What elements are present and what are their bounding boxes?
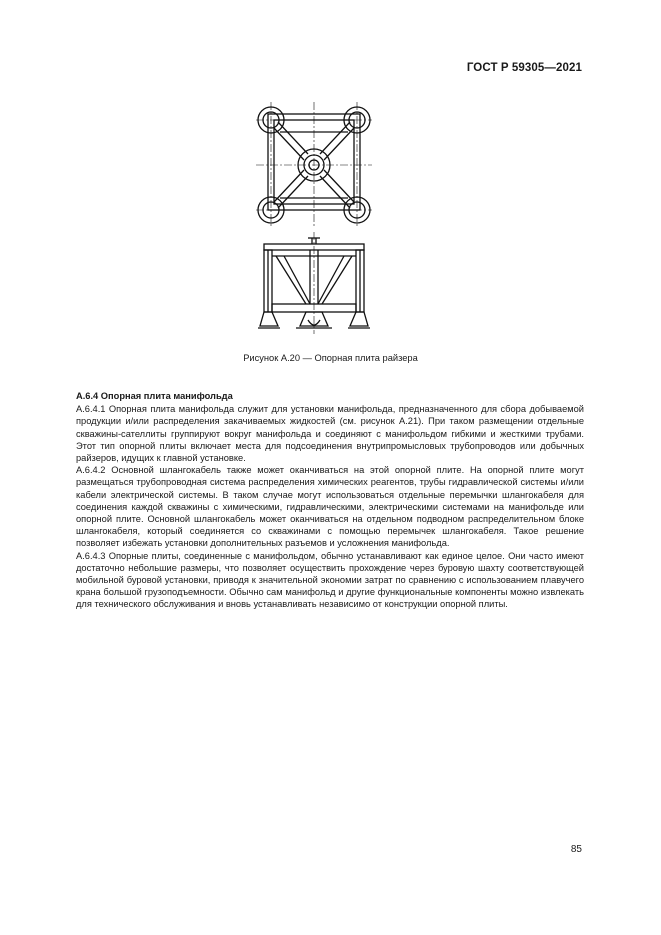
riser-base-plate-drawing	[250, 98, 380, 338]
section-heading: А.6.4 Опорная плита манифольда	[76, 391, 233, 401]
figure-caption: Рисунок А.20 — Опорная плита райзера	[243, 353, 418, 363]
paragraph: А.6.4.1 Опорная плита манифольда служит для установки манифольда, предназначенного для сбора добываемой продукции и/или распределения закачиваемых жидкостей (см. рисунок А.21). При таком размещении отдельные скважины-сателлиты группируют вокруг манифольда и соединяют с манифольдом гибкими и жесткими трубами. Этот тип опорной плиты включает места для подсоединения внутрипромысловых трубопроводов или добычных райзеров, идущих к главной установке.	[76, 404, 584, 464]
section-body	[76, 390, 584, 611]
paragraph: А.6.4.2 Основной шлангокабель также может оканчиваться на этой опорной плите. На опорной плите могут размещаться трубопроводная система распределения химических реагентов, трубы гидравлической системы и/или кабели электрической системы. В таком случае могут использоваться отдельные перемычки шлангокабеля для соединения каждой скважины с химическими, гидравлическими, электрическими системами на манифольде или опорной плите. Основной шлангокабель может оканчиваться на отдельном подводном распределительном блоке шлангокабеля, который соединяется со скважинами с помощью перемычек шлангокабеля. Такое решение позволяет избежать установки дополнительных разъемов и усложнения манифольда.	[76, 465, 584, 549]
paragraph: А.6.4.3 Опорные плиты, соединенные с манифольдом, обычно устанавливают как единое целое. Они часто имеют достаточно небольшие размеры, что позволяет осуществить прохождение через буровую шахту соответствующей мобильной буровой установки, приводя к значительной экономии затрат по сравнению с использованием плавучего крана большой грузоподъемности. Обычно сам манифольд и другие функциональные компоненты можно извлекать для технического обслуживания и вновь устанавливать независимо от конструкции опорной плиты.	[76, 550, 584, 610]
standard-header: ГОСТ Р 59305—2021	[466, 62, 582, 74]
page-number: 85	[570, 844, 582, 855]
riser-base-plate-figure	[250, 98, 380, 338]
